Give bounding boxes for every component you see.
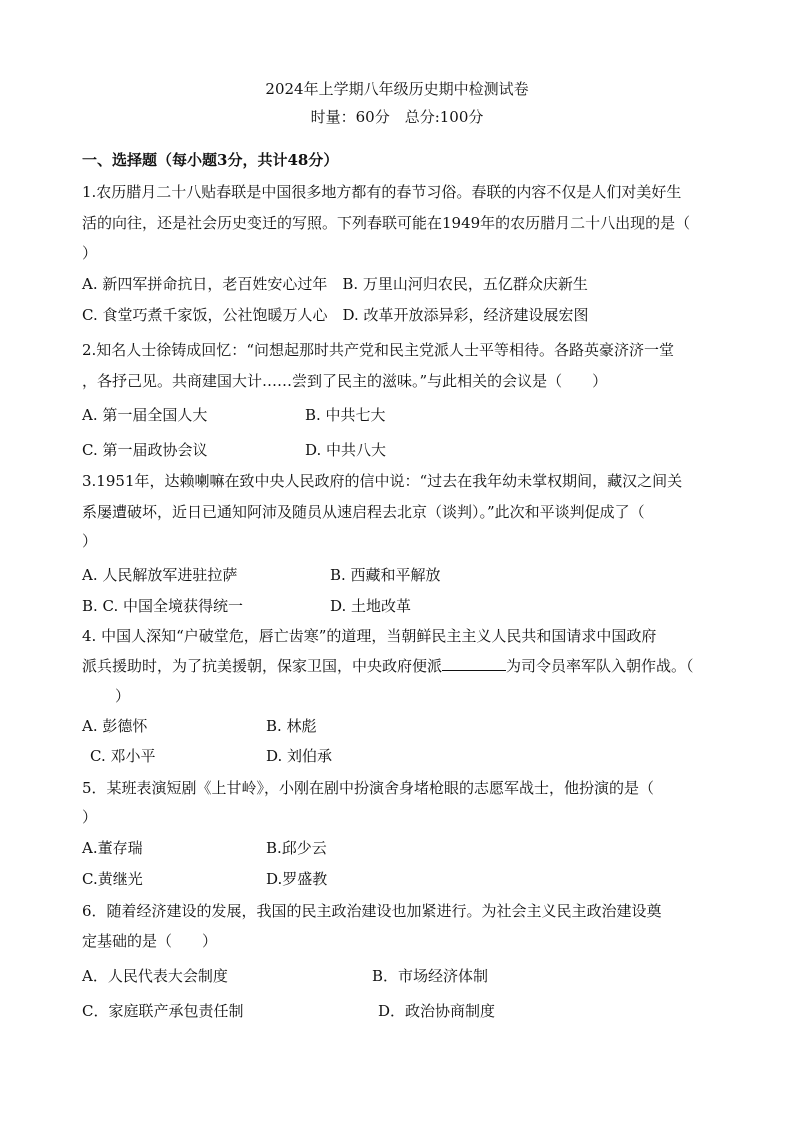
- question-2-option-b: B. 中共七大: [305, 406, 386, 424]
- question-6-option-a: A．人民代表大会制度: [82, 967, 228, 985]
- question-2-line-1: 2.知名人士徐铸成回忆：“问想起那时共产党和民主党派人士平等相待。各路英豪济济一堂: [82, 341, 674, 359]
- question-4-option-d: D. 刘伯承: [266, 747, 333, 765]
- question-4-line-2-end: 为司令员率军队入朝作战。（: [506, 657, 694, 675]
- question-6-option-c: C．家庭联产承包责任制: [82, 1002, 244, 1020]
- question-5-option-b: B.邱少云: [266, 839, 327, 857]
- question-3-line-3: ）: [82, 532, 98, 550]
- question-5-line-1: 5．某班表演短剧《上甘岭》，小刚在剧中扮演舍身堵枪眼的志愿军战士，他扮演的是（: [82, 779, 655, 797]
- question-6-option-d: D．政治协商制度: [378, 1002, 496, 1020]
- question-5-option-a: A.董存瑞: [82, 839, 143, 857]
- question-1-line-3: ）: [82, 244, 98, 262]
- question-2-option-d: D. 中共八大: [305, 441, 387, 459]
- question-6-line-2: 定基础的是（ ）: [82, 932, 218, 950]
- question-6-line-1: 6．随着经济建设的发展，我国的民主政治建设也加紧进行。为社会主义民主政治建设奠: [82, 902, 662, 920]
- question-1-options-ab: A. 新四军拼命抗日，老百姓安心过年 B. 万里山河归农民，五亿群众庆新生: [82, 275, 588, 293]
- question-2-option-c: C. 第一届政协会议: [82, 441, 208, 459]
- question-6-option-b: B．市场经济体制: [372, 967, 489, 985]
- question-4-option-c: C. 邓小平: [90, 747, 156, 765]
- question-3-option-b: B. 西藏和平解放: [330, 566, 441, 584]
- question-4-line-2-start: 派兵援助时，为了抗美援朝，保家卫国，中央政府便派: [82, 657, 443, 675]
- question-1-line-1: 1.农历腊月二十八贴春联是中国很多地方都有的春节习俗。春联的内容不仅是人们对美好生: [82, 183, 682, 201]
- exam-title: 2024年上学期八年级历史期中检测试卷: [265, 80, 529, 98]
- question-5-option-d: D.罗盛教: [266, 870, 328, 888]
- question-4-line-3: ）: [115, 687, 131, 705]
- question-3-line-2: 系屡遭破坏，近日已通知阿沛及随员从速启程去北京（谈判）。”此次和平谈判促成了（: [82, 503, 645, 521]
- question-1-line-2: 活的向往，还是社会历史变迁的写照。下列春联可能在1949年的农历腊月二十八出现的是（: [82, 214, 691, 232]
- question-5-line-2: ）: [82, 808, 98, 826]
- question-3-option-d: D. 土地改革: [330, 597, 412, 615]
- answer-blank: [442, 656, 506, 671]
- question-4-line-2: [82, 656, 694, 676]
- question-4-option-a: A. 彭德怀: [82, 717, 148, 735]
- exam-meta: 时量：60分 总分:100分: [310, 108, 484, 126]
- question-3-option-c: B. C. 中国全境获得统一: [82, 597, 244, 615]
- question-1-options-cd: C. 食堂巧煮千家饭，公社饱暖万人心 D. 改革开放添异彩，经济建设展宏图: [82, 306, 589, 324]
- question-2-line-2: ，各抒己见。共商建国大计……尝到了民主的滋味。”与此相关的会议是（ ）: [82, 372, 608, 390]
- question-5-option-c: C.黄继光: [82, 870, 143, 888]
- section-heading: 一、选择题（每小题3分，共计48分）: [82, 151, 339, 169]
- question-4-option-b: B. 林彪: [266, 717, 317, 735]
- question-2-option-a: A. 第一届全国人大: [82, 406, 208, 424]
- question-4-line-1: 4. 中国人深知“户破堂危，唇亡齿寒”的道理，当朝鲜民主主义人民共和国请求中国政府: [82, 627, 657, 645]
- question-3-line-1: 3.1951年，达赖喇嘛在致中央人民政府的信中说：“过去在我年幼未掌权期间，藏汉之间关: [82, 472, 683, 490]
- question-3-option-a: A. 人民解放军进驻拉萨: [82, 566, 238, 584]
